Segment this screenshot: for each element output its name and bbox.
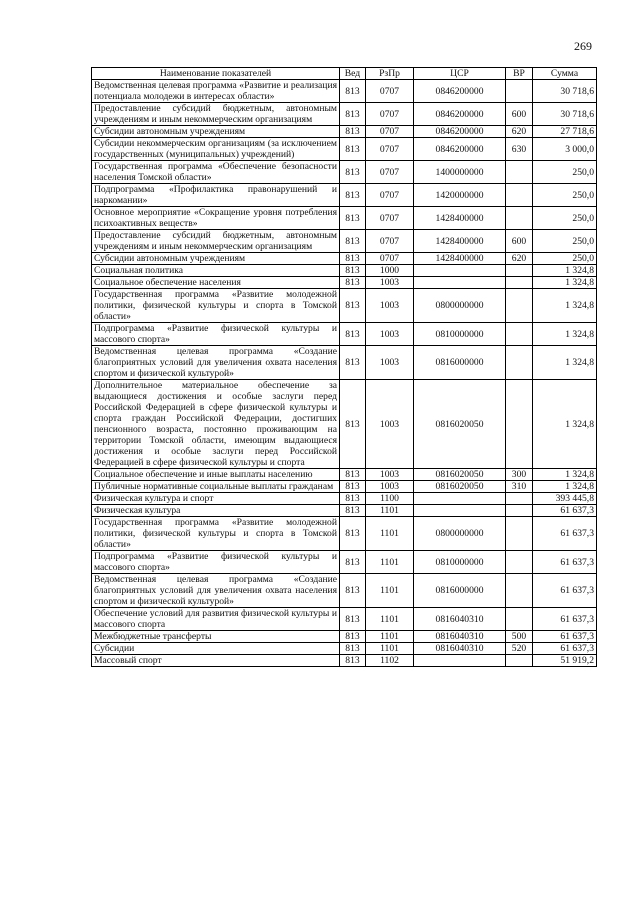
cell-ved: 813 [340, 469, 366, 481]
cell-ved: 813 [340, 289, 366, 323]
table-row [92, 277, 597, 289]
cell-rzpr: 1101 [366, 574, 414, 608]
cell-rzpr: 1100 [366, 493, 414, 505]
header-csr: ЦСР [414, 68, 506, 80]
table-row [92, 469, 597, 481]
header-vr: ВР [506, 68, 533, 80]
cell-csr: 1420000000 [414, 184, 506, 207]
cell-sum: 250,0 [533, 184, 597, 207]
cell-ved: 813 [340, 138, 366, 161]
page-number: 269 [574, 39, 592, 53]
cell-name: Подпрограмма «Развитие физической культуры и массового спорта» [92, 323, 340, 346]
cell-csr [414, 655, 506, 667]
cell-sum: 51 919,2 [533, 655, 597, 667]
cell-ved: 813 [340, 126, 366, 138]
cell-csr: 0816040310 [414, 631, 506, 643]
cell-rzpr: 0707 [366, 80, 414, 103]
cell-name: Обеспечение условий для развития физической культуры и массового спорта [92, 608, 340, 631]
cell-ved: 813 [340, 277, 366, 289]
cell-rzpr: 1003 [366, 277, 414, 289]
cell-ved: 813 [340, 265, 366, 277]
table-row [92, 253, 597, 265]
cell-ved: 813 [340, 551, 366, 574]
cell-vr: 300 [506, 469, 533, 481]
cell-csr: 0816040310 [414, 643, 506, 655]
cell-vr [506, 346, 533, 380]
cell-vr [506, 207, 533, 230]
table-row [92, 80, 597, 103]
cell-sum: 61 637,3 [533, 608, 597, 631]
cell-vr [506, 380, 533, 469]
table-row [92, 138, 597, 161]
cell-csr [414, 505, 506, 517]
cell-vr [506, 323, 533, 346]
cell-name: Подпрограмма «Профилактика правонарушений и наркомании» [92, 184, 340, 207]
cell-vr [506, 608, 533, 631]
cell-vr [506, 517, 533, 551]
cell-vr: 500 [506, 631, 533, 643]
cell-name: Социальное обеспечение и иные выплаты населению [92, 469, 340, 481]
cell-rzpr: 0707 [366, 207, 414, 230]
cell-vr: 630 [506, 138, 533, 161]
cell-sum: 1 324,8 [533, 277, 597, 289]
table-row [92, 493, 597, 505]
cell-sum: 1 324,8 [533, 346, 597, 380]
cell-csr: 0816000000 [414, 346, 506, 380]
cell-rzpr: 1000 [366, 265, 414, 277]
cell-csr: 1428400000 [414, 253, 506, 265]
cell-csr [414, 265, 506, 277]
cell-vr [506, 493, 533, 505]
table-row [92, 230, 597, 253]
cell-rzpr: 0707 [366, 230, 414, 253]
table-row [92, 380, 597, 469]
table-row [92, 643, 597, 655]
cell-ved: 813 [340, 184, 366, 207]
cell-rzpr: 1101 [366, 631, 414, 643]
cell-ved: 813 [340, 655, 366, 667]
cell-sum: 61 637,3 [533, 505, 597, 517]
table-row [92, 103, 597, 126]
cell-ved: 813 [340, 323, 366, 346]
cell-csr: 0800000000 [414, 517, 506, 551]
cell-sum: 1 324,8 [533, 380, 597, 469]
cell-csr: 0800000000 [414, 289, 506, 323]
cell-sum: 27 718,6 [533, 126, 597, 138]
table-row [92, 207, 597, 230]
cell-ved: 813 [340, 161, 366, 184]
table-row [92, 265, 597, 277]
table-row [92, 184, 597, 207]
header-ved: Вед [340, 68, 366, 80]
cell-vr: 620 [506, 253, 533, 265]
table-row [92, 289, 597, 323]
cell-sum: 1 324,8 [533, 265, 597, 277]
cell-ved: 813 [340, 380, 366, 469]
cell-rzpr: 0707 [366, 103, 414, 126]
cell-csr: 0816040310 [414, 608, 506, 631]
cell-name: Социальная политика [92, 265, 340, 277]
cell-csr: 0816020050 [414, 469, 506, 481]
cell-csr: 0816000000 [414, 574, 506, 608]
cell-rzpr: 1003 [366, 289, 414, 323]
cell-vr [506, 551, 533, 574]
cell-csr [414, 493, 506, 505]
cell-vr [506, 289, 533, 323]
cell-rzpr: 1003 [366, 481, 414, 493]
cell-csr: 0846200000 [414, 126, 506, 138]
cell-name: Субсидии автономным учреждениям [92, 126, 340, 138]
cell-vr [506, 161, 533, 184]
cell-name: Основное мероприятие «Сокращение уровня потребления психоактивных веществ» [92, 207, 340, 230]
cell-name: Массовый спорт [92, 655, 340, 667]
table-row [92, 551, 597, 574]
table-row [92, 481, 597, 493]
table-row [92, 631, 597, 643]
cell-vr: 310 [506, 481, 533, 493]
cell-rzpr: 1003 [366, 346, 414, 380]
cell-sum: 61 637,3 [533, 643, 597, 655]
table-row [92, 505, 597, 517]
cell-vr: 620 [506, 126, 533, 138]
cell-name: Подпрограмма «Развитие физической культуры и массового спорта» [92, 551, 340, 574]
cell-name: Субсидии автономным учреждениям [92, 253, 340, 265]
cell-sum: 250,0 [533, 230, 597, 253]
cell-ved: 813 [340, 207, 366, 230]
cell-sum: 1 324,8 [533, 481, 597, 493]
cell-ved: 813 [340, 505, 366, 517]
cell-vr [506, 574, 533, 608]
cell-name: Предоставление субсидий бюджетным, автономным учреждениям и иным некоммерческим организациям [92, 230, 340, 253]
table-row [92, 126, 597, 138]
cell-csr: 1428400000 [414, 230, 506, 253]
cell-vr [506, 277, 533, 289]
cell-vr: 600 [506, 103, 533, 126]
cell-rzpr: 1003 [366, 380, 414, 469]
cell-csr: 0816020050 [414, 380, 506, 469]
cell-sum: 61 637,3 [533, 631, 597, 643]
header-name: Наименование показателей [92, 68, 340, 80]
cell-rzpr: 1101 [366, 551, 414, 574]
table-body [92, 80, 597, 667]
cell-rzpr: 1101 [366, 643, 414, 655]
cell-name: Предоставление субсидий бюджетным, автономным учреждениям и иным некоммерческим организациям [92, 103, 340, 126]
cell-ved: 813 [340, 80, 366, 103]
budget-table [91, 67, 597, 667]
cell-ved: 813 [340, 103, 366, 126]
cell-sum: 250,0 [533, 161, 597, 184]
cell-ved: 813 [340, 517, 366, 551]
cell-rzpr: 1003 [366, 323, 414, 346]
cell-csr: 0846200000 [414, 103, 506, 126]
cell-ved: 813 [340, 643, 366, 655]
cell-csr: 0846200000 [414, 80, 506, 103]
cell-sum: 250,0 [533, 207, 597, 230]
header-rzpr: РзПр [366, 68, 414, 80]
cell-sum: 250,0 [533, 253, 597, 265]
cell-name: Межбюджетные трансферты [92, 631, 340, 643]
cell-sum: 1 324,8 [533, 469, 597, 481]
cell-rzpr: 0707 [366, 126, 414, 138]
cell-rzpr: 0707 [366, 253, 414, 265]
cell-name: Социальное обеспечение населения [92, 277, 340, 289]
cell-csr: 0810000000 [414, 551, 506, 574]
cell-rzpr: 1101 [366, 608, 414, 631]
cell-ved: 813 [340, 346, 366, 380]
cell-rzpr: 1102 [366, 655, 414, 667]
table-row [92, 517, 597, 551]
cell-vr [506, 505, 533, 517]
table-row [92, 346, 597, 380]
cell-name: Физическая культура [92, 505, 340, 517]
cell-sum: 30 718,6 [533, 80, 597, 103]
cell-ved: 813 [340, 493, 366, 505]
table-row [92, 655, 597, 667]
cell-sum: 1 324,8 [533, 289, 597, 323]
cell-rzpr: 0707 [366, 138, 414, 161]
cell-name: Физическая культура и спорт [92, 493, 340, 505]
cell-csr: 1428400000 [414, 207, 506, 230]
cell-ved: 813 [340, 631, 366, 643]
table-header-row [92, 68, 597, 80]
cell-name: Публичные нормативные социальные выплаты гражданам [92, 481, 340, 493]
cell-rzpr: 1003 [366, 469, 414, 481]
cell-rzpr: 0707 [366, 184, 414, 207]
table-row [92, 161, 597, 184]
cell-csr: 0816020050 [414, 481, 506, 493]
cell-name: Дополнительное материальное обеспечение за выдающиеся достижения и особые заслуги перед Российской Федерацией в сфере физической культуры и спорта граждан Российской Федерации, достигших пенсионного возраста, постоянно проживающим на территории Томской области, имеющим выдающиеся достижения и особые заслуги перед Российской Федерацией в сфере физической культуры и спорта [92, 380, 340, 469]
cell-sum: 3 000,0 [533, 138, 597, 161]
cell-vr: 520 [506, 643, 533, 655]
cell-csr: 0846200000 [414, 138, 506, 161]
cell-name: Государственная программа «Развитие молодежной политики, физической культуры и спорта в Томской области» [92, 289, 340, 323]
table-row [92, 608, 597, 631]
cell-sum: 30 718,6 [533, 103, 597, 126]
header-sum: Сумма [533, 68, 597, 80]
cell-name: Государственная программа «Развитие молодежной политики, физической культуры и спорта в Томской области» [92, 517, 340, 551]
cell-csr: 0810000000 [414, 323, 506, 346]
cell-ved: 813 [340, 608, 366, 631]
cell-sum: 61 637,3 [533, 517, 597, 551]
cell-vr [506, 655, 533, 667]
cell-vr [506, 80, 533, 103]
cell-ved: 813 [340, 481, 366, 493]
cell-sum: 61 637,3 [533, 551, 597, 574]
cell-csr [414, 277, 506, 289]
cell-name: Государственная программа «Обеспечение безопасности населения Томской области» [92, 161, 340, 184]
cell-name: Ведомственная целевая программа «Создание благоприятных условий для увеличения охвата населения спортом и физической культурой» [92, 574, 340, 608]
cell-ved: 813 [340, 253, 366, 265]
cell-rzpr: 0707 [366, 161, 414, 184]
table-row [92, 574, 597, 608]
cell-rzpr: 1101 [366, 517, 414, 551]
cell-vr [506, 265, 533, 277]
cell-name: Ведомственная целевая программа «Развитие и реализация потенциала молодежи в интересах области» [92, 80, 340, 103]
cell-vr [506, 184, 533, 207]
cell-sum: 393 445,8 [533, 493, 597, 505]
cell-vr: 600 [506, 230, 533, 253]
cell-name: Ведомственная целевая программа «Создание благоприятных условий для увеличения охвата населения спортом и физической культурой» [92, 346, 340, 380]
table-row [92, 323, 597, 346]
cell-ved: 813 [340, 574, 366, 608]
cell-name: Субсидии [92, 643, 340, 655]
cell-sum: 61 637,3 [533, 574, 597, 608]
cell-name: Субсидии некоммерческим организациям (за исключением государственных (муниципальных) учреждений) [92, 138, 340, 161]
cell-rzpr: 1101 [366, 505, 414, 517]
cell-sum: 1 324,8 [533, 323, 597, 346]
cell-csr: 1400000000 [414, 161, 506, 184]
cell-ved: 813 [340, 230, 366, 253]
